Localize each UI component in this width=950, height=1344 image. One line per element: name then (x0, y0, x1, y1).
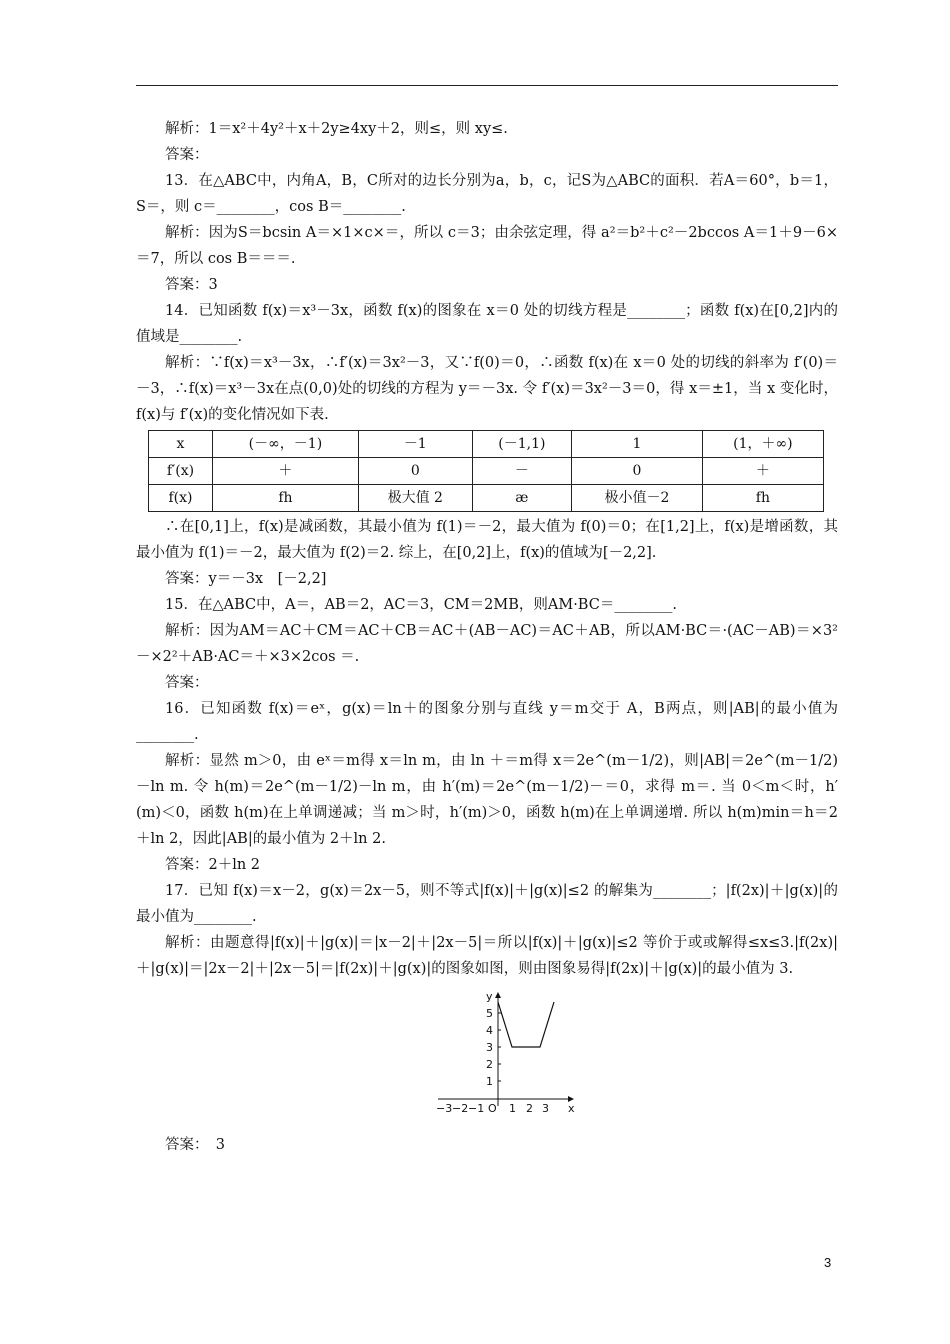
table-cell: (1，＋∞) (702, 431, 823, 458)
answer-16: 答案：2＋ln 2 (165, 857, 261, 873)
function-graph (136, 988, 838, 1128)
table-cell: － (472, 458, 571, 485)
solution-13: 解析：因为S＝bcsin A＝×1×c×＝，所以 c＝3；由余弦定理，得 a²＝b²＋c²－2bccos A＝1＋9－6×＝7，所以 cos B＝＝＝. (136, 225, 838, 267)
answer-line-12: 答案： (165, 147, 209, 163)
table-cell: æ (472, 485, 571, 512)
x-tick-label: −3 (436, 1102, 453, 1115)
line-1: 解析：1＝x²＋4y²＋x＋2y≥4xy＋2，则≤，则 xy≤. (165, 121, 508, 137)
variation-table (148, 430, 824, 512)
x-tick-label: 3 (542, 1102, 549, 1115)
y-tick-label: 1 (486, 1075, 493, 1088)
table-cell: (－∞，－1) (212, 431, 358, 458)
question-16: 16．已知函数 f(x)＝eˣ，g(x)＝ln＋的图象分别与直线 y＝m交于 A，B两点，则|AB|的最小值为________. (136, 701, 838, 743)
page-number: 3 (824, 1255, 832, 1270)
origin-label: O (488, 1102, 497, 1115)
question-14: 14．已知函数 f(x)＝x³－3x，函数 f(x)的图象在 x＝0 处的切线方程是________；函数 f(x)在[0,2]内的值域是________. (136, 303, 838, 345)
y-axis-label: y (486, 990, 493, 1003)
table-cell: ＋ (212, 458, 358, 485)
y-tick-label: 2 (486, 1058, 493, 1071)
y-tick-label: 4 (486, 1024, 493, 1037)
x-axis-label: x (568, 1102, 575, 1115)
table-cell: 0 (358, 458, 472, 485)
answer-15: 答案： (165, 675, 209, 691)
x-tick-label: 1 (509, 1102, 516, 1115)
table-cell: f′(x) (149, 458, 213, 485)
page-content (136, 116, 838, 1158)
table-cell: 0 (572, 458, 703, 485)
table-cell: 1 (572, 431, 703, 458)
y-tick-label: 5 (486, 1007, 493, 1020)
solution-17: 解析：由题意得|f(x)|＋|g(x)|＝|x－2|＋|2x－5|＝所以|f(x)|＋|g(x)|≤2 等价于或或解得≤x≤3.|f(2x)|＋|g(x)|＝|2x－2|＋|2x－5|＝|f(2x)|＋|g(x)|的图象如图，则由图象易得|f(2x)|＋|g(x)|的最小值为 3. (136, 935, 838, 977)
x-tick-label: −2 (452, 1102, 469, 1115)
solution-16: 解析：显然 m＞0，由 eˣ＝m得 x＝ln m，由 ln ＋＝m得 x＝2e^(m－1/2)，则|AB|＝2e^(m－1/2)－ln m. 令 h(m)＝2e^(m－1/2)－ln m，由 h′(m)＝2e^(m－1/2)－＝0，求得 m＝. 当 0＜m＜时，h′(m)＜0，函数 h(m)在上单调递减；当 m＞时，h′(m)＞0，函数 h(m)在上单调递增. 所以 h(m)min＝h＝2＋ln 2，因此|AB|的最小值为 2＋ln 2. (136, 753, 838, 847)
question-13: 13．在△ABC中，内角A，B，C所对的边长分别为a，b，c，记S为△ABC的面积．若A＝60°，b＝1，S＝，则 c＝________，cos B＝________. (136, 173, 838, 215)
question-17: 17．已知 f(x)＝x－2，g(x)＝2x－5，则不等式|f(x)|＋|g(x)|≤2 的解集为________；|f(2x)|＋|g(x)|的最小值为________. (136, 883, 838, 925)
table-row (149, 458, 824, 485)
answer-14: 答案：y＝－3x [－2,2] (165, 571, 327, 587)
answer-17: 答案： 3 (165, 1137, 225, 1153)
table-row (149, 485, 824, 512)
x-tick-label: 2 (526, 1102, 533, 1115)
graph-curve (498, 1002, 554, 1047)
table-cell: x (149, 431, 213, 458)
table-row (149, 431, 824, 458)
question-15: 15．在△ABC中，A＝，AB＝2，AC＝3，CM＝2MB，则AM·BC＝________. (165, 597, 677, 613)
table-cell: 极大值 2 (358, 485, 472, 512)
x-tick-label: −1 (468, 1102, 485, 1115)
y-tick-label: 3 (486, 1041, 493, 1054)
table-cell: ＋ (702, 458, 823, 485)
table-cell: fh (212, 485, 358, 512)
solution-15: 解析：因为AM＝AC＋CM＝AC＋CB＝AC＋(AB－AC)＝AC＋AB，所以AM·BC＝·(AC－AB)＝×3²－×2²＋AB·AC＝＋×3×2cos ＝. (136, 623, 838, 665)
table-cell: (－1,1) (472, 431, 571, 458)
graph-svg (428, 988, 578, 1118)
table-cell: 极小值－2 (572, 485, 703, 512)
table-cell: fh (702, 485, 823, 512)
y-axis-arrow (495, 992, 501, 998)
answer-13: 答案：3 (165, 277, 218, 293)
solution-14: 解析：∵f(x)＝x³－3x，∴f′(x)＝3x²－3，又∵f(0)＝0，∴函数 f(x)在 x＝0 处的切线的斜率为 f′(0)＝－3，∴f(x)＝x³－3x在点(0,0)处的切线的方程为 y＝－3x. 令 f′(x)＝3x²－3＝0，得 x＝±1，当 x 变化时，f(x)与 f′(x)的变化情况如下表. (136, 355, 838, 423)
table-cell: －1 (358, 431, 472, 458)
header-rule (136, 85, 838, 86)
solution-14-cont: ∴在[0,1]上，f(x)是减函数，其最小值为 f(1)＝－2，最大值为 f(0)＝0；在[1,2]上，f(x)是增函数，其最小值为 f(1)＝－2，最大值为 f(2)＝2. 综上，在[0,2]上，f(x)的值域为[－2,2]. (136, 519, 838, 561)
table-cell: f(x) (149, 485, 213, 512)
